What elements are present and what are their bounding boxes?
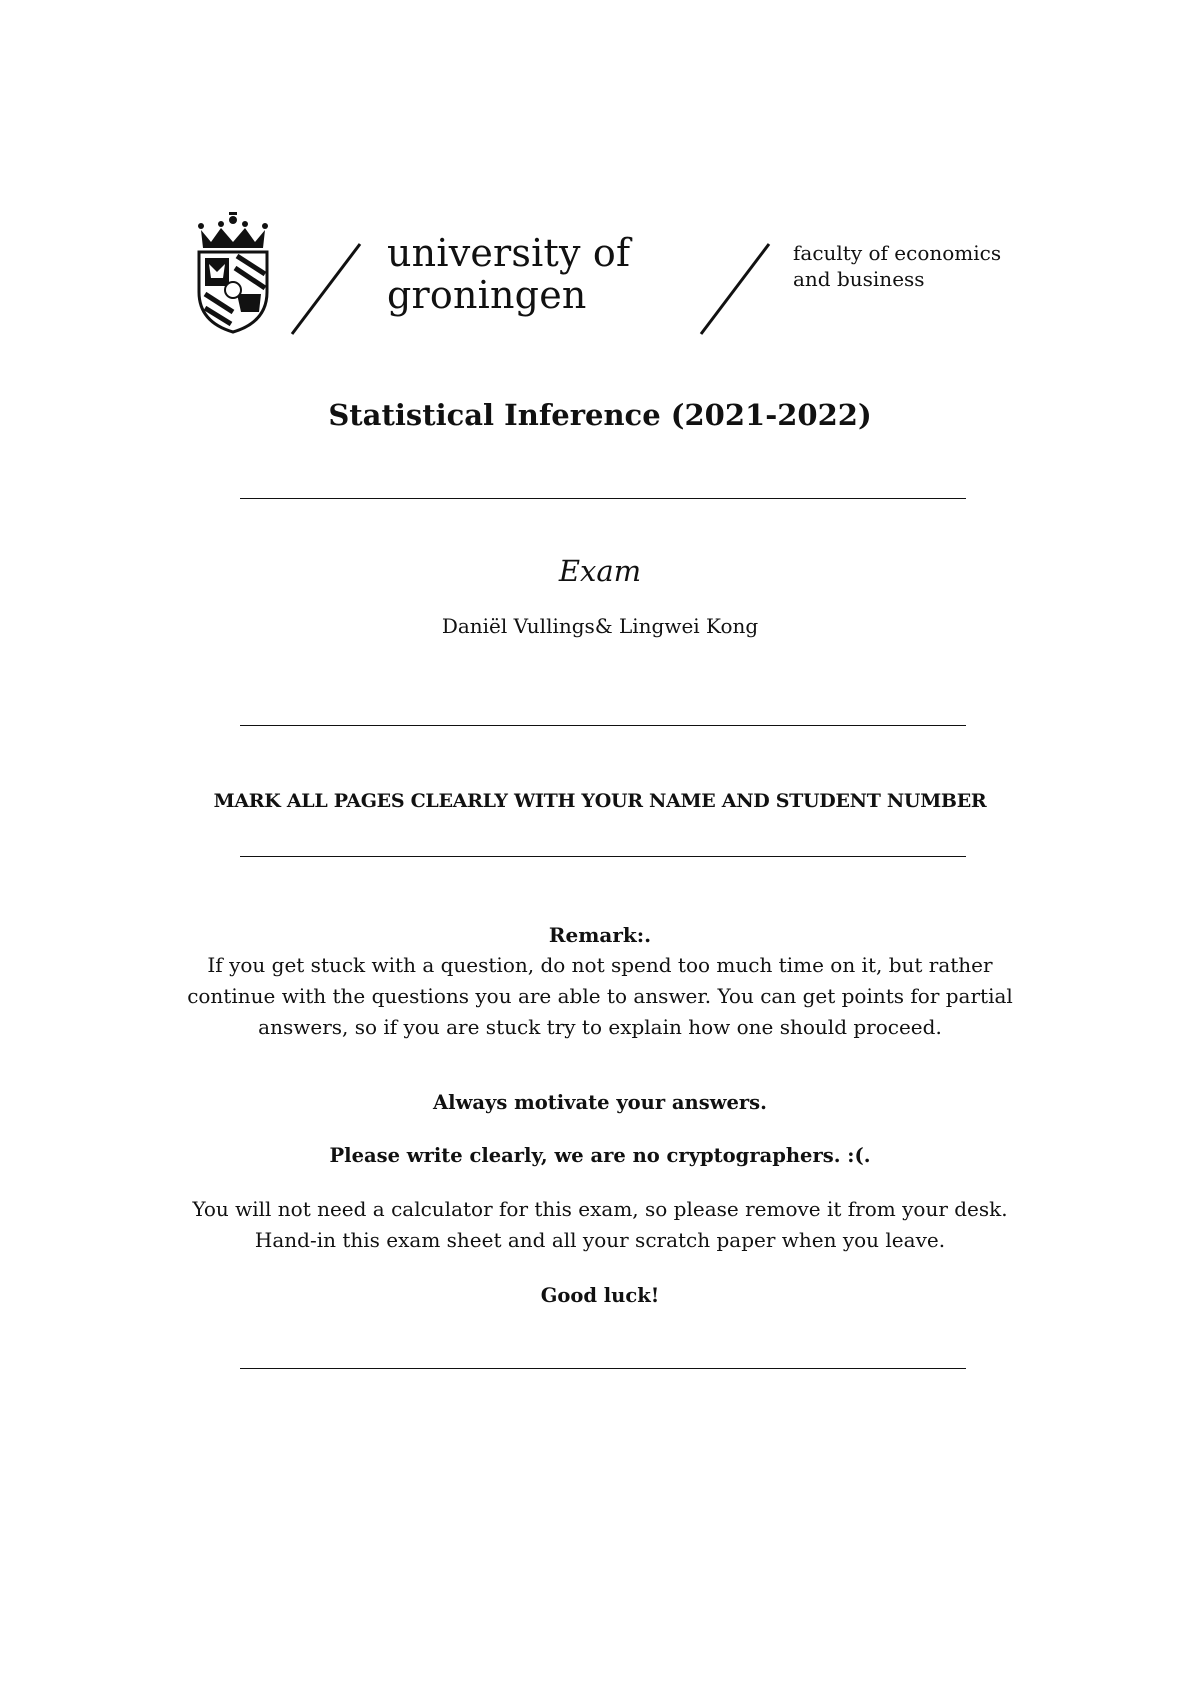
- motivate-answers-note: Always motivate your answers.: [433, 1091, 767, 1114]
- horizontal-rule: [240, 725, 966, 726]
- horizontal-rule: [240, 1368, 966, 1369]
- remark-line: If you get stuck with a question, do not spend too much time on it, but rather: [207, 953, 993, 977]
- good-luck: Good luck!: [540, 1284, 660, 1307]
- authors: Daniël Vullings& Lingwei Kong: [441, 614, 759, 638]
- calculator-line: Hand-in this exam sheet and all your scratch paper when you leave.: [254, 1228, 946, 1252]
- remark-line: continue with the questions you are able to answer. You can get points for partial: [187, 984, 1013, 1008]
- university-name-line1: university of: [387, 231, 631, 275]
- calculator-line: You will not need a calculator for this exam, so please remove it from your desk.: [192, 1197, 1008, 1221]
- faculty-name-line1: faculty of economics: [793, 241, 1002, 265]
- divider-slash: [697, 242, 773, 336]
- course-title: Statistical Inference (2021-2022): [328, 398, 872, 432]
- mark-pages-notice: MARK ALL PAGES CLEARLY WITH YOUR NAME AND STUDENT NUMBER: [213, 790, 987, 812]
- university-name-line2: groningen: [387, 273, 587, 317]
- calculator-note: [0, 1194, 1200, 1256]
- horizontal-rule: [240, 856, 966, 857]
- remark-line: answers, so if you are stuck try to explain how one should proceed.: [258, 1015, 942, 1039]
- exam-label: Exam: [558, 554, 642, 588]
- university-crest-logo: [193, 212, 273, 334]
- faculty-name-line2: and business: [793, 267, 925, 291]
- remark-heading: Remark:.: [548, 923, 652, 947]
- remark-text: [0, 950, 1200, 1043]
- divider-slash: [288, 242, 364, 336]
- horizontal-rule: [240, 498, 966, 499]
- write-clearly-note: Please write clearly, we are no cryptographers. :(.: [329, 1144, 871, 1167]
